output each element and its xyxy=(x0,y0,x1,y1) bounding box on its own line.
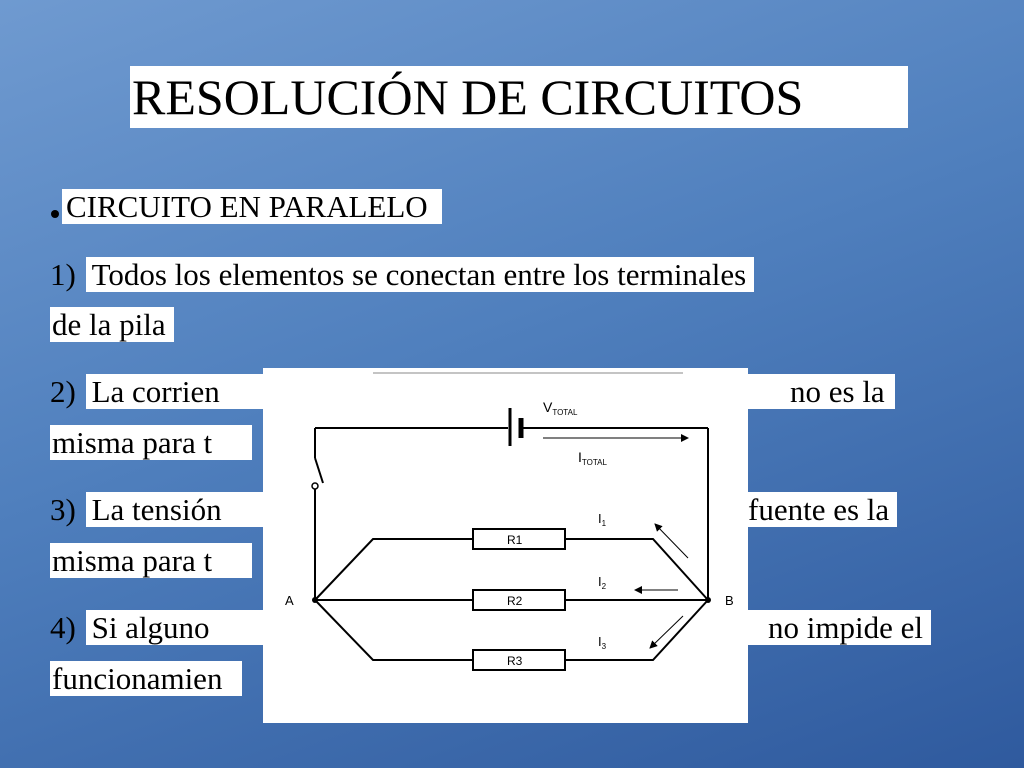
item-4-line-1 xyxy=(50,609,270,647)
item-3-text-1-right: fuente es la xyxy=(700,492,897,527)
item-2-number: 2) xyxy=(50,374,76,409)
switch-lever xyxy=(315,458,323,483)
item-2-text-1: La corrien xyxy=(86,374,280,409)
resistor-r1-label: R1 xyxy=(507,533,523,547)
item-1-text-1: Todos los elementos se conectan entre los terminales xyxy=(86,257,755,292)
item-4-line-2 xyxy=(50,660,242,698)
item-2-text-1-right: no es la xyxy=(740,374,895,409)
i1-label: $I_1$ xyxy=(598,511,607,528)
item-2-line-1 xyxy=(50,373,280,411)
slide-title: RESOLUCIÓN DE CIRCUITOS xyxy=(130,66,908,128)
item-1-line-1 xyxy=(50,256,754,294)
resistor-r2-label: R2 xyxy=(507,594,523,608)
branch-1-left-wire xyxy=(315,539,473,600)
item-2-text-2: misma para t xyxy=(50,425,252,460)
subtitle-row xyxy=(62,188,442,226)
item-3-number: 3) xyxy=(50,492,76,527)
item-3-text-1: La tensión xyxy=(86,492,282,527)
i-total-label: $I_{TOTAL}$ xyxy=(578,449,607,467)
item-1-number: 1) xyxy=(50,257,76,292)
item-4-text-2: funcionamien xyxy=(50,661,242,696)
branch-1-right-wire xyxy=(565,539,708,600)
circuit-svg xyxy=(263,368,748,723)
branch-3-left-wire xyxy=(315,600,473,660)
subtitle: CIRCUITO EN PARALELO xyxy=(62,189,442,224)
bullet-dot-icon xyxy=(51,210,59,218)
resistor-r3-label: R3 xyxy=(507,654,523,668)
item-2-line-2 xyxy=(50,424,252,462)
item-4-text-1-right: no impide el xyxy=(720,610,931,645)
v-total-label: $V_{TOTAL}$ xyxy=(543,399,578,417)
item-3-text-2: misma para t xyxy=(50,543,252,578)
item-1-text-2: de la pila xyxy=(50,307,174,342)
item-4-number: 4) xyxy=(50,610,76,645)
switch-contact xyxy=(312,483,318,489)
i1-arrow xyxy=(655,524,688,558)
item-3-line-2 xyxy=(50,542,252,580)
parallel-circuit-diagram xyxy=(263,368,748,723)
item-4-line-1-right xyxy=(720,609,931,647)
item-4-text-1: Si alguno xyxy=(86,610,270,645)
i3-label: $I_3$ xyxy=(598,634,607,651)
item-3-line-1 xyxy=(50,491,282,529)
item-2-line-1-right xyxy=(740,373,895,411)
item-1-line-2 xyxy=(50,306,174,344)
node-a-label: A xyxy=(285,593,294,608)
node-b-label: B xyxy=(725,593,734,608)
branch-3-right-wire xyxy=(565,600,708,660)
i2-label: $I_2$ xyxy=(598,574,607,591)
